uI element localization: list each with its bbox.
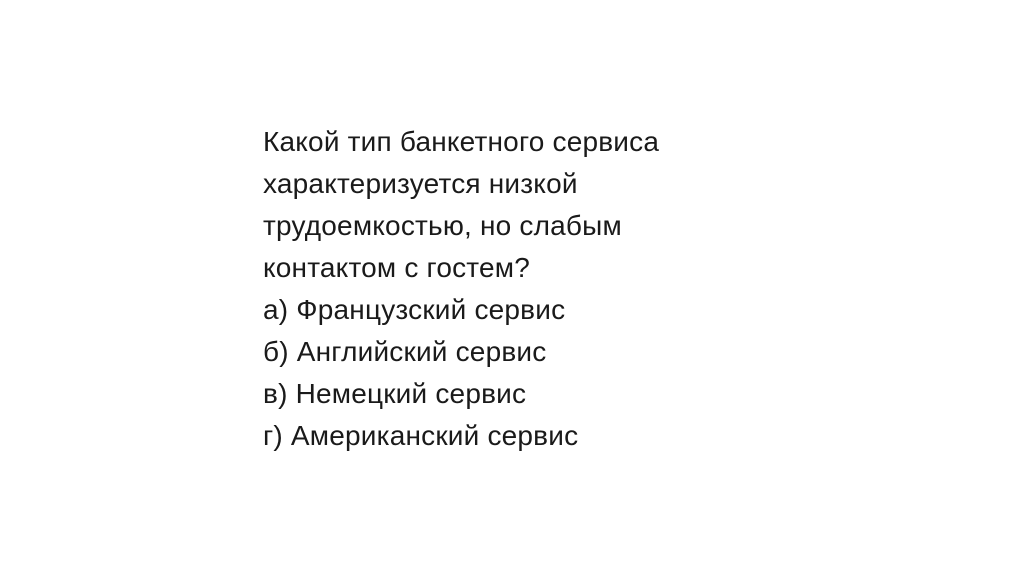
answer-option-v: в) Немецкий сервис <box>263 378 527 409</box>
question-line: контактом с гостем? <box>263 252 531 283</box>
question-line: Какой тип банкетного сервиса <box>263 126 660 157</box>
answer-option-b: б) Английский сервис <box>263 336 547 367</box>
question-line: характеризуется низкой <box>263 168 578 199</box>
question-line: трудоемкостью, но слабым <box>263 210 622 241</box>
quiz-text-block <box>263 121 743 457</box>
answer-option-g: г) Американский сервис <box>263 420 579 451</box>
answer-option-a: а) Французский сервис <box>263 294 566 325</box>
